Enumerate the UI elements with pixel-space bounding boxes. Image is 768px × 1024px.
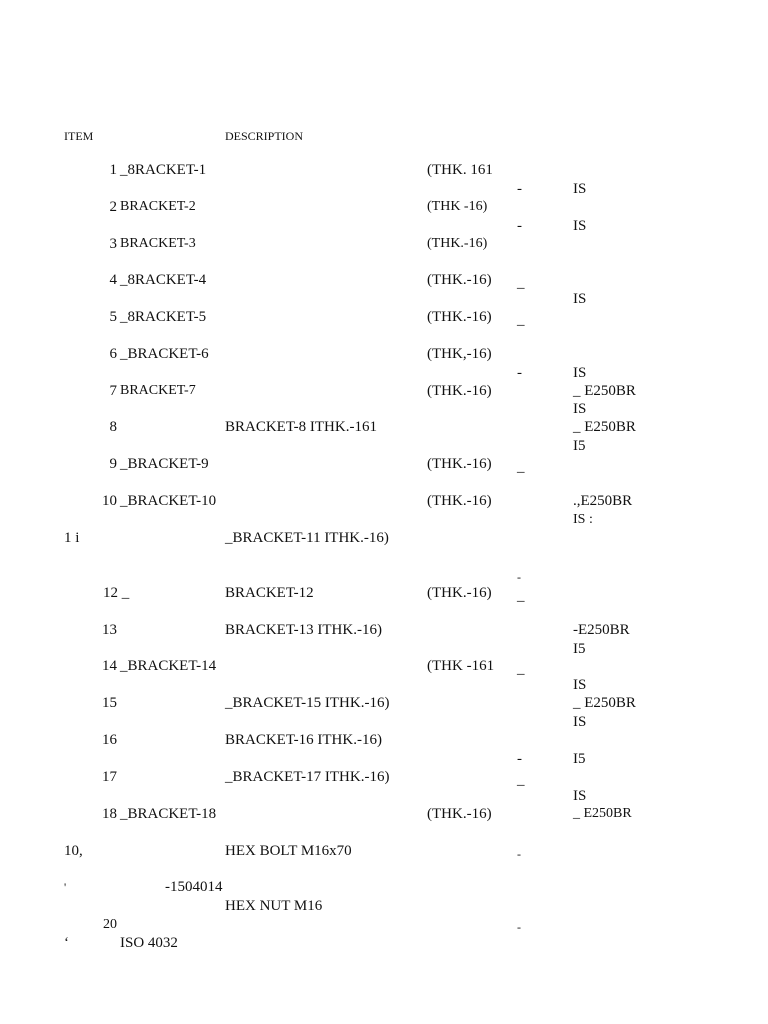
item-description: BRACKET-12 — [225, 585, 314, 601]
item-material: _ E250BR — [573, 695, 636, 711]
description-column-header: DESCRIPTION — [225, 129, 304, 143]
item-material: IS — [573, 677, 587, 693]
item-number: 13 — [102, 622, 117, 638]
item-number: 10 — [102, 493, 117, 509]
item-dash: - — [517, 847, 521, 861]
item-thickness: (THK.-16) — [427, 493, 492, 509]
item-thickness: (THK -16) — [427, 199, 488, 214]
item-description: _BRACKET-15 ITHK.-16) — [225, 695, 390, 711]
item-description: _BRACKET-17 ITHK.-16) — [225, 769, 390, 785]
item-mark: ' — [64, 880, 67, 894]
item-description: BRACKET-2 — [120, 199, 196, 214]
item-description: _BRACKET-14 — [120, 658, 217, 674]
item-material: IS — [573, 181, 587, 197]
item-dash: - — [517, 218, 522, 234]
item-number: 12 _ — [103, 585, 130, 601]
item-number: 5 — [109, 309, 117, 325]
item-number: 18 — [102, 806, 117, 822]
item-number: 15 — [102, 695, 117, 711]
item-material: IS — [573, 291, 587, 307]
item-dash: - — [517, 570, 521, 584]
item-number: 20 — [103, 917, 117, 932]
item-material-grade: IS — [573, 714, 587, 730]
item-thickness: (THK.-16) — [427, 456, 492, 472]
item-thickness: (THK.-16) — [427, 236, 488, 251]
item-material: IS — [573, 788, 587, 804]
item-description: HEX BOLT M16x70 — [225, 843, 352, 859]
item-number: 17 — [102, 769, 117, 785]
item-material-grade: I5 — [573, 438, 586, 454]
item-thickness: (THK.-16) — [427, 272, 492, 288]
item-dash: _ — [517, 661, 525, 677]
item-thickness: (THK.-16) — [427, 383, 492, 399]
item-description: BRACKET-8 ITHK.-161 — [225, 419, 377, 435]
item-material-grade: IS — [573, 401, 587, 417]
item-number: 16 — [102, 732, 117, 748]
item-number: 7 — [109, 383, 117, 399]
item-dash: _ — [517, 772, 525, 788]
item-description: _8RACKET-1 — [120, 162, 207, 178]
item-thickness: (THK. 161 — [427, 162, 493, 178]
item-description: _8RACKET-4 — [120, 272, 207, 288]
item-dash: _ — [517, 275, 525, 291]
item-mark: ‘ — [64, 935, 69, 951]
item-material-grade: I5 — [573, 641, 586, 657]
item-thickness: (THK,-16) — [427, 346, 492, 362]
item-material: IS — [573, 365, 587, 381]
item-description: BRACKET-16 ITHK.-16) — [225, 732, 382, 748]
item-description: _BRACKET-11 ITHK.-16) — [225, 530, 389, 546]
item-description: BRACKET-7 — [120, 383, 196, 398]
item-dash: - — [517, 920, 521, 934]
item-material: _ E250BR — [573, 383, 636, 399]
item-number: 14 — [102, 658, 117, 674]
item-thickness: (THK.-16) — [427, 309, 492, 325]
item-description: _BRACKET-9 — [120, 456, 209, 472]
item-description: BRACKET-3 — [120, 236, 196, 251]
item-dash: _ — [517, 588, 525, 604]
item-description: _BRACKET-6 — [120, 346, 209, 362]
item-number: 1 i — [64, 530, 80, 546]
item-material: I5 — [573, 751, 586, 767]
item-number: 9 — [109, 456, 117, 472]
item-thickness: (THK -161 — [427, 658, 495, 674]
item-material: .,E250BR — [573, 493, 633, 509]
item-number: 1 — [109, 162, 117, 178]
item-thickness: (THK.-16) — [427, 585, 492, 601]
item-dash: _ — [517, 459, 525, 475]
item-number: 3 — [109, 236, 117, 252]
item-description: HEX NUT M16 — [225, 898, 323, 914]
item-dash: - — [517, 751, 522, 767]
item-number: 6 — [109, 346, 117, 362]
item-number: 2 — [109, 199, 117, 215]
item-description: _BRACKET-10 — [120, 493, 217, 509]
item-material: -E250BR — [573, 622, 630, 638]
item-material: _ E250BR — [573, 806, 632, 821]
item-material: _ E250BR — [573, 419, 636, 435]
item-material: IS — [573, 218, 587, 234]
item-number: 10, — [64, 843, 83, 859]
item-description: _BRACKET-18 — [120, 806, 217, 822]
item-code: -1504014 — [165, 879, 223, 895]
item-description: _8RACKET-5 — [120, 309, 207, 325]
item-dash: - — [517, 365, 522, 381]
item-column-header: ITEM — [64, 129, 94, 143]
item-number: 4 — [109, 272, 117, 288]
item-material-grade: IS : — [573, 512, 593, 527]
item-dash: _ — [517, 312, 525, 328]
item-standard: ISO 4032 — [120, 935, 178, 951]
item-thickness: (THK.-16) — [427, 806, 492, 822]
item-dash: - — [517, 181, 522, 197]
item-number: 8 — [109, 419, 117, 435]
item-description: BRACKET-13 ITHK.-16) — [225, 622, 382, 638]
